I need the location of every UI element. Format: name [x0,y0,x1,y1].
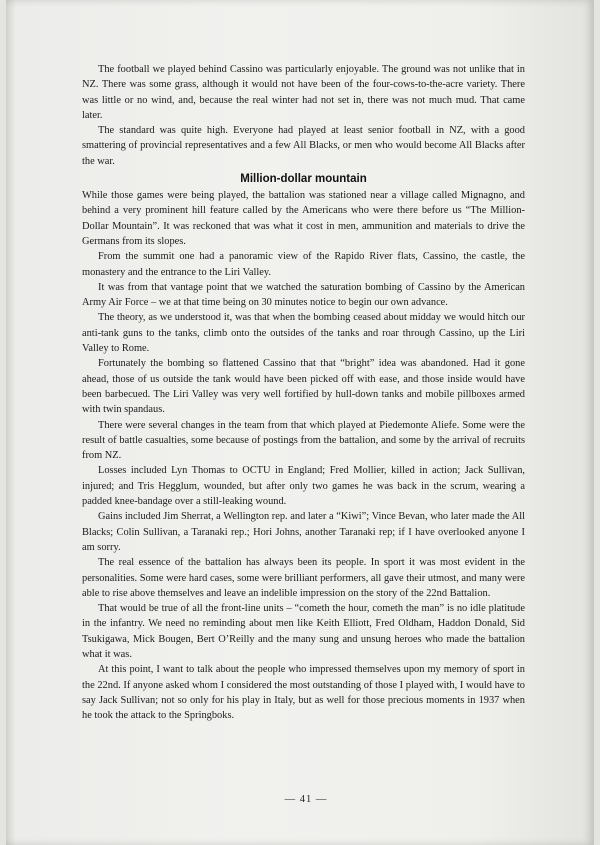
page-text-body [82,62,525,723]
paragraph: Fortunately the bombing so flattened Cassino that that “bright” idea was abandoned. Had it gone ahead, those of us outside the tank would have been picked off with ease, and those inside would have been barbecued. The Liri Valley was very well fortified by hull-down tanks and mobile pillboxes armed with twin spandaus. [82,358,525,416]
paragraph: From the summit one had a panoramic view of the Rapido River flats, Cassino, the castle, the monastery and the entrance to the Liri Valley. [82,251,525,278]
paragraph: The football we played behind Cassino was particularly enjoyable. The ground was not unlike that in NZ. There was some grass, although it would not have been of the four-cows-to-the-acre variety. There was little or no wind, and, because the real winter had not set in, there was not much mud. That came later. [82,64,525,121]
paragraph: There were several changes in the team from that which played at Piedemonte Aliefe. Some were the result of battle casualties, some because of postings from the battalion, and some by the arrival of recruits from NZ. [82,419,525,462]
paragraph: At this point, I want to talk about the people who impressed themselves upon my memory of sport in the 22nd. If anyone asked whom I considered the most outstanding of those I played with, I would have to say Jack Sullivan; not so only for his play in Italy, but as well for those precious moments in 1937 when he took the attack to the Springboks. [82,664,525,722]
section-heading: Million-dollar mountain [240,173,367,186]
paragraph: That would be true of all the front-line units – “cometh the hour, cometh the man” is no idle platitude in the infantry. We need no reminding about men like Keith Elliott, Fred Oldham, Haddon Donald, Sid Tsukigawa, Mick Bougen, Bert O’Reilly and the many sung and unsung heroes who made the battalion what it was. [82,603,525,660]
paragraph: The theory, as we understood it, was that when the bombing ceased about midday we would hitch our anti-tank guns to the tanks, climb onto the outsides of the tanks and roar through Cassino, up the Liri Valley to Rome. [82,312,525,355]
paragraph: The real essence of the battalion has always been its people. In sport it was most evident in the personalities. Some were hard cases, some were brilliant performers, all gave their utmost, and many were able to rise above themselves and leave an indelible impression on the story of the 22nd Battalion. [82,557,525,599]
paragraph: Losses included Lyn Thomas to OCTU in England; Fred Mollier, killed in action; Jack Sullivan, injured; and Tris Hegglum, wounded, but after only two games he was back in the scrum, wearing a padded knee-bandage over a still-leaking wound. [82,465,525,508]
book-page [6,0,594,845]
paragraph: While those games were being played, the battalion was stationed near a village called Mignagno, and behind a very prominent hill feature called by the Americans who were there before us “The Million-Dollar Mountain”. It was reckoned that was what it cost in men, ammunition and materials to drive the Germans from its slopes. [82,190,525,247]
page-number: — 41 — [284,794,328,805]
paragraph: It was from that vantage point that we watched the saturation bombing of Cassino by the American Army Air Force – we at that time being on 30 minutes notice to begin our own advance. [82,281,525,309]
paragraph: The standard was quite high. Everyone had played at least senior football in NZ, with a good smattering of provincial representatives and a few All Blacks, or men who would become All Blacks after the war. [82,125,525,167]
paragraph: Gains included Jim Sherrat, a Wellington rep. and later a “Kiwi”; Vince Bevan, who later made the All Blacks; Colin Sullivan, a Taranaki rep.; Hori Johns, another Taranaki rep; if I have overlooked anyone I am sorry. [82,511,525,553]
